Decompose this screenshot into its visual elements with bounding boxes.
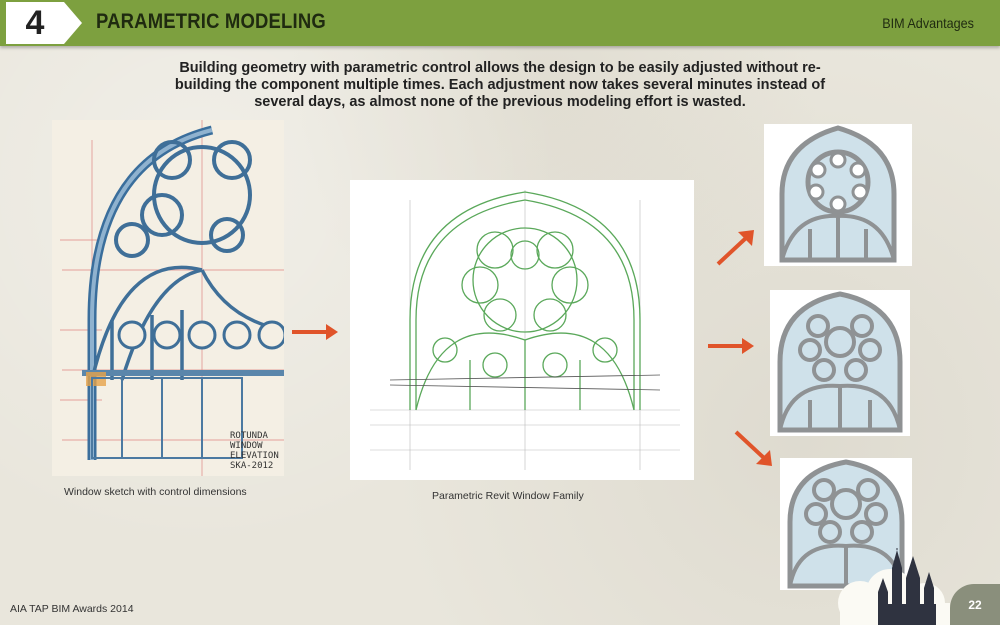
revit-caption: Parametric Revit Window Family — [432, 490, 584, 502]
arrow-right-icon-2 — [706, 336, 756, 356]
arrow-right-icon — [290, 322, 340, 342]
sketch-caption: Window sketch with control dimensions — [64, 486, 247, 498]
arrow-up-right-icon — [714, 228, 758, 268]
sketch-note-2: WINDOW — [230, 441, 263, 451]
footer-award-label: AIA TAP BIM Awards 2014 — [10, 603, 134, 615]
page-title: PARAMETRIC MODELING — [96, 10, 326, 33]
section-number-arrow — [64, 2, 82, 44]
page-number: 22 — [968, 598, 982, 612]
window-sketch-image — [52, 120, 284, 476]
sketch-note-3: ELEVATION — [230, 451, 279, 461]
revit-window-family-image — [350, 180, 694, 480]
section-label: BIM Advantages — [882, 15, 974, 31]
intro-text: Building geometry with parametric control allows the design to be easily adjusted without re-building the component multiple times. Each adjustment now takes several minutes instead of several days, as almost none of the previous modeling effort is wasted. — [174, 60, 826, 110]
sketch-note-1: ROTUNDA — [230, 431, 268, 441]
section-number: 4 — [25, 4, 45, 42]
sketch-note-4: SKA-2012 — [230, 461, 274, 471]
window-variant-2-image — [770, 290, 910, 436]
window-variant-1-image — [764, 124, 912, 266]
header-bar — [0, 0, 1000, 46]
